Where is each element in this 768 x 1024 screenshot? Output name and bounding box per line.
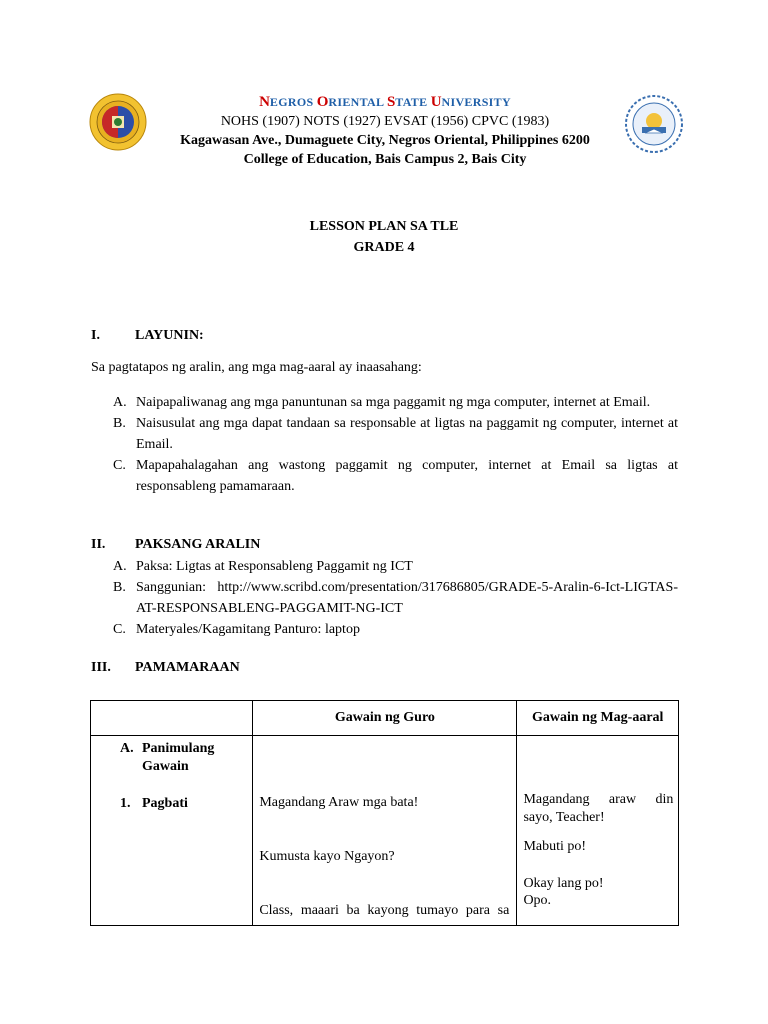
magaaral-line: Mabuti po! — [523, 839, 587, 854]
list-item: B. Sanggunian: http://www.scribd.com/presentation/317686805/GRADE-5-Aralin-6-Ict-LIGTAS-AT-RESPONSABLENG-PAGGAMIT-NG-ICT — [113, 580, 678, 616]
university-name: NEGROS ORIENTAL STATE UNIVERSITY — [259, 94, 511, 110]
list-item: C. Mapapahalagahan ang wastong paggamit ng computer, internet at Email sa ligtas at responsableng pamamaraan. — [113, 458, 678, 494]
panimulang-gawain-line2: Gawain — [142, 759, 189, 774]
table-header-magaaral: Gawain ng Mag-aaral — [517, 701, 679, 736]
table-row — [91, 736, 679, 926]
section-layunin-heading: I. LAYUNIN: — [91, 328, 204, 343]
magaaral-line: Magandang araw din sayo, Teacher! — [523, 792, 674, 825]
table-header-guro: Gawain ng Guro — [253, 701, 517, 736]
section-paksang-aralin-heading: II. PAKSANG ARALIN — [91, 537, 261, 552]
table-header-empty — [91, 701, 253, 736]
table-cell-guro — [253, 736, 517, 926]
university-history: NOHS (1907) NOTS (1927) EVSAT (1956) CPVC (1983) — [220, 114, 550, 129]
section-pamamaraan-heading: III. PAMAMARAAN — [91, 660, 240, 675]
guro-line: Kumusta kayo Ngayon? — [259, 849, 395, 864]
pagbati-label: Pagbati — [142, 796, 188, 811]
magaaral-line: Okay lang po! — [523, 876, 604, 891]
list-item: A. Paksa: Ligtas at Responsableng Paggamit ng ICT — [113, 559, 413, 574]
layunin-intro: Sa pagtatapos ng aralin, ang mga mag-aaral ay inaasahang: — [91, 360, 422, 375]
paksang-aralin-list — [113, 556, 678, 640]
letterhead — [150, 93, 620, 169]
lesson-plan-title: LESSON PLAN SA TLE — [309, 219, 459, 234]
list-item: B. Naisusulat ang mga dapat tandaan sa responsable at ligtas na paggamit ng computer, internet at Email. — [113, 416, 678, 452]
table-cell-activity — [91, 736, 253, 926]
table-cell-magaaral — [517, 736, 679, 926]
guro-line: Magandang Araw mga bata! — [259, 795, 419, 810]
magaaral-line: Opo. — [523, 893, 552, 908]
list-item: A. Naipapaliwanag ang mga panuntunan sa mga paggamit ng mga computer, internet at Email. — [113, 395, 651, 410]
grade-level: GRADE 4 — [353, 240, 415, 255]
college-education-seal-logo — [625, 95, 683, 153]
guro-line: Class, maaari ba kayong tumayo para sa — [259, 903, 510, 918]
panimulang-gawain-letter: A. — [120, 741, 134, 756]
layunin-list — [113, 392, 678, 497]
college-name: College of Education, Bais Campus 2, Bais City — [243, 152, 527, 167]
panimulang-gawain-line1: Panimulang — [142, 741, 215, 756]
pamamaraan-table — [90, 700, 679, 926]
university-address: Kagawasan Ave., Dumaguete City, Negros Oriental, Philippines 6200 — [180, 133, 590, 148]
nosu-seal-logo — [89, 93, 147, 151]
pagbati-number: 1. — [120, 796, 131, 811]
list-item: C. Materyales/Kagamitang Panturo: laptop — [113, 622, 360, 637]
table-header-row — [91, 701, 679, 736]
